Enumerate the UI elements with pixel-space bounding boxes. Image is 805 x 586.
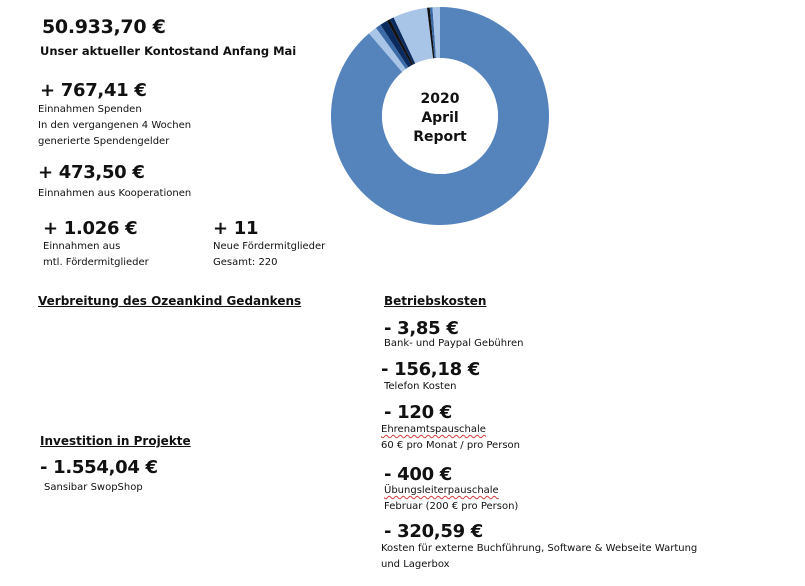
reach-heading: Verbreitung des Ozeankind Gedankens (38, 294, 302, 308)
cost-sub: und Lagerbox (381, 559, 450, 570)
cooperations-amount: + 473,50 € (38, 162, 145, 183)
new-members-label-1: Neue Fördermitglieder (213, 241, 326, 252)
cost-amount: - 400 € (384, 464, 453, 485)
new-members-amount: + 11 (213, 218, 259, 239)
cost-amount: - 120 € (384, 402, 453, 423)
donations-sub-2: generierte Spendengelder (38, 136, 170, 147)
cost-label: Bank- und Paypal Gebühren (384, 338, 524, 349)
cost-label: Ehrenamtspauschale (381, 424, 486, 435)
donations-sub-1: In den vergangenen 4 Wochen (38, 120, 192, 131)
supporters-income-label-2: mtl. Fördermitglieder (43, 257, 149, 268)
report-year: 2020 (420, 91, 460, 107)
report-donut-chart (330, 5, 550, 227)
investment-label: Sansibar SwopShop (44, 482, 143, 493)
report-word: Report (413, 129, 467, 145)
cost-label: Telefon Kosten (384, 381, 457, 392)
supporters-income-amount: + 1.026 € (43, 218, 138, 239)
report-month: April (421, 110, 459, 126)
balance-label: Unser aktueller Kontostand Anfang Mai (40, 44, 297, 58)
cost-sub: 60 € pro Monat / pro Person (381, 440, 520, 451)
cost-label: Übungsleiterpauschale (384, 485, 499, 496)
cooperations-label: Einnahmen aus Kooperationen (38, 188, 192, 199)
operating-costs-heading: Betriebskosten (384, 294, 487, 308)
new-members-total: Gesamt: 220 (213, 257, 278, 268)
cost-amount: - 156,18 € (381, 359, 480, 380)
donations-label: Einnahmen Spenden (38, 104, 142, 115)
cost-amount: - 320,59 € (384, 521, 483, 542)
cost-amount: - 3,85 € (384, 318, 459, 339)
investment-amount: - 1.554,04 € (40, 457, 158, 478)
donations-amount: + 767,41 € (40, 80, 147, 101)
balance-amount: 50.933,70 € (42, 16, 166, 38)
supporters-income-label-1: Einnahmen aus (43, 241, 121, 252)
investment-heading: Investition in Projekte (40, 434, 191, 448)
cost-sub: Februar (200 € pro Person) (384, 501, 519, 512)
cost-label: Kosten für externe Buchführung, Software & Webseite Wartung (381, 543, 698, 554)
